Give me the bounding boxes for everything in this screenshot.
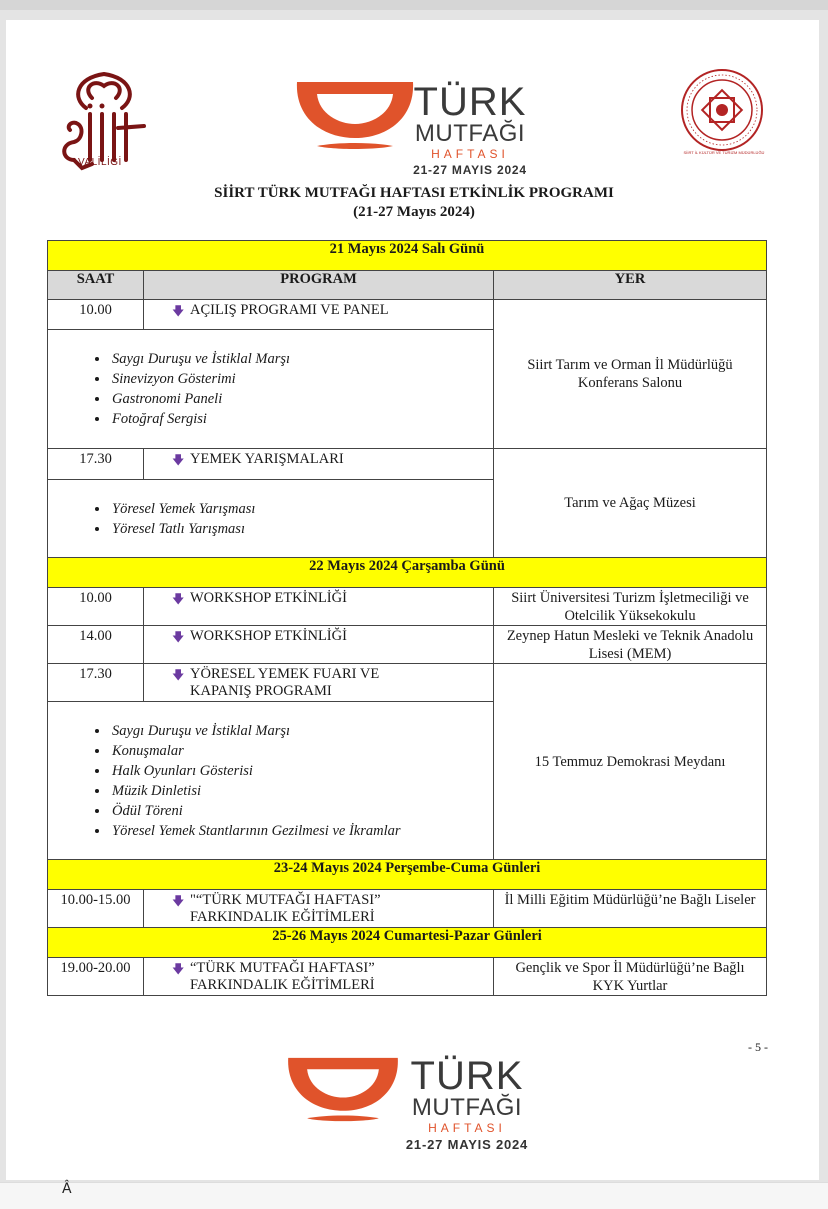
list-item: • Müzik Dinletisi xyxy=(110,781,487,801)
list-item: • Fotoğraf Sergisi xyxy=(110,409,487,429)
top-strip xyxy=(0,0,828,10)
bottom-bar xyxy=(0,1182,828,1209)
day-title: 23-24 Mayıs 2024 Perşembe-Cuma Günleri xyxy=(48,860,767,890)
brand-line-haftasi: HAFTASI xyxy=(431,147,509,161)
event-program-text: “TÜRK MUTFAĞI HAFTASI” FARKINDALIK EĞİTİMLERİ xyxy=(190,960,375,993)
event-program-text: "“TÜRK MUTFAĞI HAFTASI” FARKINDALIK EĞİTİMLERİ xyxy=(190,892,381,925)
event-yer: Siirt Üniversitesi Turizm İşletmeciliği ve Otelcilik Yüksekokulu xyxy=(494,588,767,626)
event-saat: 17.30 xyxy=(48,449,144,480)
arrow-down-icon: 🡇 xyxy=(172,962,185,976)
arrow-down-icon: 🡇 xyxy=(172,894,185,908)
title-line-2: (21-27 Mayıs 2024) xyxy=(353,204,475,220)
list-item: • Yöresel Tatlı Yarışması xyxy=(110,519,487,539)
event-yer: Gençlik ve Spor İl Müdürlüğü’ne Bağlı KYK Yurtlar xyxy=(494,958,767,996)
event-item-list xyxy=(54,499,487,539)
brand-line-turk: TÜRK xyxy=(413,80,527,124)
event-saat: 14.00 xyxy=(48,626,144,664)
brand-dates: 21-27 MAYIS 2024 xyxy=(413,163,527,177)
day-row xyxy=(48,241,767,271)
event-row xyxy=(48,664,767,702)
header-saat: SAAT xyxy=(48,271,144,300)
day-row xyxy=(48,928,767,958)
arrow-down-icon: 🡇 xyxy=(172,304,185,318)
event-details xyxy=(48,480,494,558)
event-row xyxy=(48,626,767,664)
event-program xyxy=(144,664,494,702)
event-yer: Zeynep Hatun Mesleki ve Teknik Anadolu Lisesi (MEM) xyxy=(494,626,767,664)
event-program xyxy=(144,890,494,928)
event-row xyxy=(48,890,767,928)
event-program-text: YÖRESEL YEMEK FUARI VE KAPANIŞ PROGRAMI xyxy=(190,666,380,699)
list-item: • Gastronomi Paneli xyxy=(110,389,487,409)
arrow-down-icon: 🡇 xyxy=(172,668,185,682)
list-item: • Sinevizyon Gösterimi xyxy=(110,369,487,389)
event-yer: Siirt Tarım ve Orman İl Müdürlüğü Konferans Salonu xyxy=(494,300,767,449)
list-item: • Yöresel Yemek Stantlarının Gezilmesi ve İkramlar xyxy=(110,821,487,841)
footer-brand-mutfagi: MUTFAĞI xyxy=(411,1094,523,1121)
document-title xyxy=(0,184,828,222)
event-saat: 19.00-20.00 xyxy=(48,958,144,996)
footer-brand-dates: 21-27 MAYIS 2024 xyxy=(405,1137,529,1152)
kultur-turizm-seal-icon xyxy=(680,68,764,152)
arrow-down-icon: 🡇 xyxy=(172,592,185,606)
event-yer: İl Milli Eğitim Müdürlüğü’ne Bağlı Liseler xyxy=(494,890,767,928)
page-number: - 5 - xyxy=(748,1040,768,1054)
event-program xyxy=(144,626,494,664)
event-row xyxy=(48,300,767,330)
brand-line-mutfagi: MUTFAĞI xyxy=(414,120,526,147)
valilik-label: VALİLİĞİ xyxy=(78,157,122,168)
footer-brand xyxy=(402,1056,532,1151)
list-item: • Halk Oyunları Gösterisi xyxy=(110,761,487,781)
turk-mutfagi-brand xyxy=(412,82,528,176)
event-details xyxy=(48,702,494,860)
list-item: • Ödül Töreni xyxy=(110,801,487,821)
event-program xyxy=(144,588,494,626)
event-program xyxy=(144,958,494,996)
event-yer: Tarım ve Ağaç Müzesi xyxy=(494,449,767,558)
day-title: 25-26 Mayıs 2024 Cumartesi-Pazar Günleri xyxy=(48,928,767,958)
event-row xyxy=(48,958,767,996)
event-program xyxy=(144,300,494,330)
event-program-text: WORKSHOP ETKİNLİĞİ xyxy=(190,590,347,606)
day-title: 22 Mayıs 2024 Çarşamba Günü xyxy=(48,558,767,588)
event-saat: 10.00-15.00 xyxy=(48,890,144,928)
footer-brand-haftasi: HAFTASI xyxy=(428,1121,506,1135)
event-row xyxy=(48,449,767,480)
event-program-text: WORKSHOP ETKİNLİĞİ xyxy=(190,628,347,644)
day-row xyxy=(48,558,767,588)
event-program-text: YEMEK YARIŞMALARI xyxy=(190,451,344,467)
footer-bowl-icon xyxy=(278,1056,408,1124)
footer-brand-turk: TÜRK xyxy=(410,1054,524,1098)
bottom-bar-glyph: Â xyxy=(62,1181,72,1197)
event-program-text: AÇILIŞ PROGRAMI VE PANEL xyxy=(190,302,389,318)
event-saat: 10.00 xyxy=(48,588,144,626)
list-item: • Saygı Duruşu ve İstiklal Marşı xyxy=(110,349,487,369)
seal-caption: SİİRT İL KÜLTÜR VE TURİZM MÜDÜRLÜĞÜ xyxy=(683,150,765,155)
event-program xyxy=(144,449,494,480)
day-title: 21 Mayıs 2024 Salı Günü xyxy=(48,241,767,271)
program-table xyxy=(47,240,767,996)
event-item-list xyxy=(54,349,487,429)
arrow-down-icon: 🡇 xyxy=(172,630,185,644)
event-details xyxy=(48,330,494,449)
table-header-row xyxy=(48,271,767,300)
event-row xyxy=(48,588,767,626)
day-row xyxy=(48,860,767,890)
event-saat: 10.00 xyxy=(48,300,144,330)
event-item-list xyxy=(54,721,487,841)
title-line-1: SİİRT TÜRK MUTFAĞI HAFTASI ETKİNLİK PROGRAMI xyxy=(214,185,614,201)
turk-mutfagi-bowl-icon xyxy=(287,80,423,152)
event-saat: 17.30 xyxy=(48,664,144,702)
header-program: PROGRAM xyxy=(144,271,494,300)
list-item: • Konuşmalar xyxy=(110,741,487,761)
header-yer: YER xyxy=(494,271,767,300)
arrow-down-icon: 🡇 xyxy=(172,453,185,467)
event-yer: 15 Temmuz Demokrasi Meydanı xyxy=(494,664,767,860)
list-item: • Yöresel Yemek Yarışması xyxy=(110,499,487,519)
list-item: • Saygı Duruşu ve İstiklal Marşı xyxy=(110,721,487,741)
